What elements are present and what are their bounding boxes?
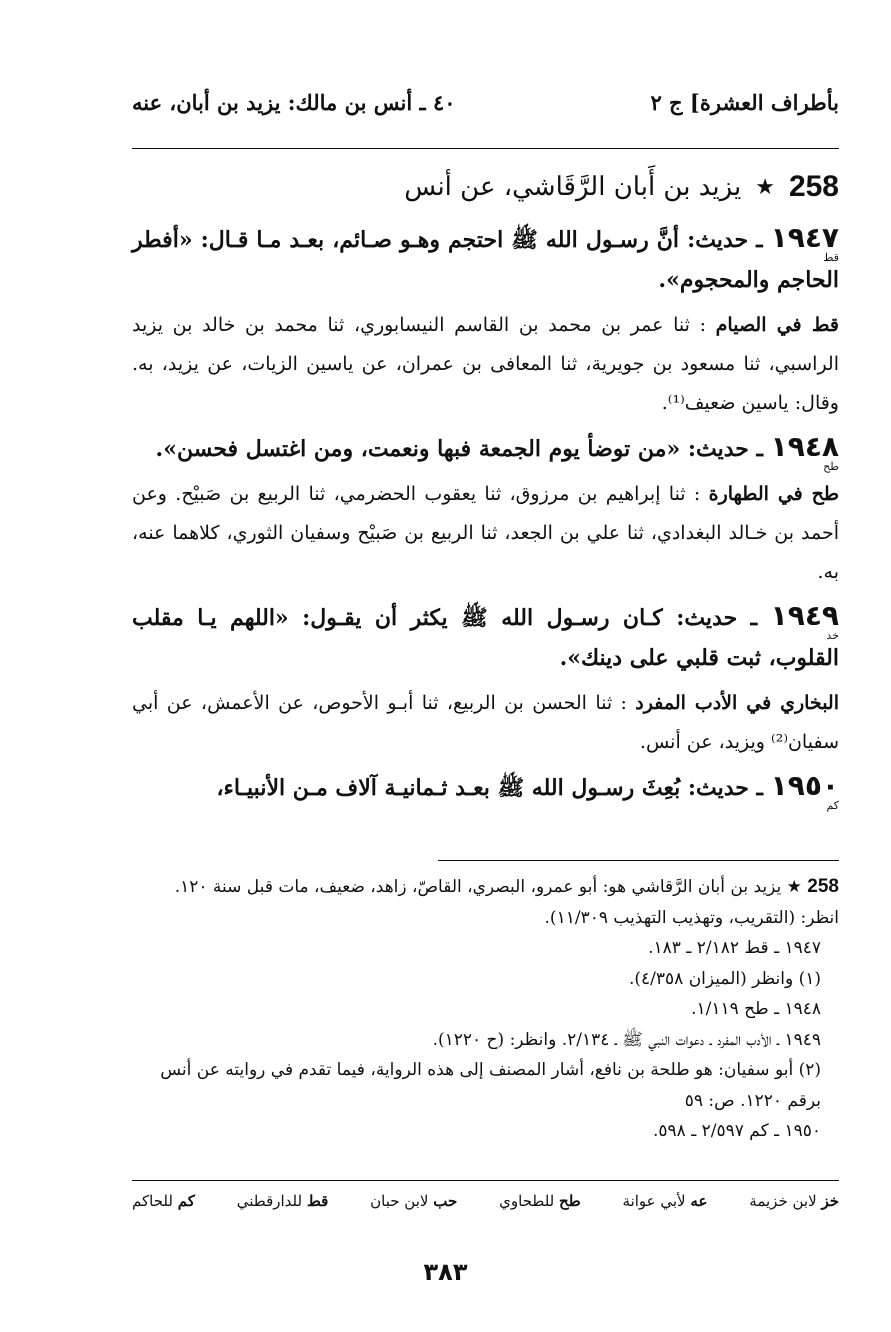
footnote-bio-text: يزيد بن أبان الرَّقاشي هو: أبو عمرو، البصري، القاصّ، زاهد، ضعيف، مات قبل سنة ١٢٠. انظر: (التقريب، وتهذيب التهذيب ١١/٣٠٩). [174,877,839,928]
isnad-source: طح في الطهارة [708,483,839,505]
hadith-isnad [132,684,839,762]
header-book-title: بأطراف العشرة] ج ٢ [650,89,839,115]
main-text [132,164,839,812]
footnote-ref: ١٩٥٠ ـ كم ٢/٥٩٧ ـ ٥٩٨. [652,1121,821,1141]
footnote-note: (٢) أبو سفيان: هو طلحة بن نافع، أشار المصنف إلى هذه الرواية، فيما تقدم في روايته عن أنس برقم ١٢٢٠. ص: ٥٩ [160,1060,821,1111]
hadith-block [132,596,839,762]
hadith-number: ١٩٥٠ [770,769,839,802]
page-number: ٣٨٣ [423,1258,468,1286]
hadith-isnad [132,306,839,423]
hadith-text [132,427,839,473]
abbreviation-item: حب لابن حبان [370,1192,458,1210]
hadith-block [132,427,839,592]
star-icon: ★ [786,877,802,897]
header-chapter: ٤٠ ـ أنس بن مالك: يزيد بن أبان، عنه [132,89,456,115]
hadith-matn: ـ حديث: «من توضأ يوم الجمعة فبها ونعمت، ومن اغتسل فحسن». [155,436,763,462]
hadith-text [132,766,839,812]
section-heading [132,164,839,210]
hadith-siglum: خد [826,629,839,642]
hadith-number: ١٩٤٩ [770,599,839,632]
hadith-text [132,596,839,678]
running-header [132,82,839,122]
hadith-number: ١٩٤٨ [770,430,839,463]
isnad-chain: : ثنا الحسن بن الربيع، ثنا أبـو الأحوص، عن الأعمش، عن أبي سفيان⁽²⁾ ويزيد، عن أنس. [132,692,839,753]
abbreviation-item: عه لأبي عوانة [622,1192,708,1210]
hadith-matn: ـ حديث: بُعِثَ رسـول الله ﷺ بعـد ثـمانيـة آلاف مـن الأنبيـاء، [216,775,763,801]
star-icon: ★ [755,174,775,200]
hadith-block [132,766,839,812]
footnotes [132,872,839,1147]
footnote-rule [438,860,839,861]
abbreviation-key [132,1192,839,1210]
footnote-biography [132,872,839,933]
isnad-chain: : ثنا عمر بن محمد بن القاسم النيسابوري، ثنا محمد بن خالد بن يزيد الراسبي، ثنا مسعود بن جويرية، ثنا المعافى بن عمران، عن ياسين الزيات، عن يزيد، به. وقال: ياسين ضعيف⁽¹⁾. [132,314,839,414]
hadith-matn: ـ حديث: كـان رسـول الله ﷺ يكثر أن يقـول: «اللهم يـا مقلب القلوب، ثبت قلبي على دينك». [132,605,839,671]
footnote-ref: ١٩٤٩ ـ الأدب المفرد ـ دعوات النبي ﷺ ـ ٢/١٣٤. وانظر: (ح ١٢٢٠). [432,1029,821,1050]
hadith-siglum: طح [823,460,839,473]
abbreviation-item: كم للحاكم [132,1192,195,1210]
footnote-section-number: 258 [807,876,839,897]
abbreviation-rule [132,1180,839,1181]
footnote-ref: ١٩٤٨ ـ طح ١/١١٩. [691,999,821,1019]
abbreviation-item: قط للدارقطني [236,1192,329,1210]
abbreviation-item: طح للطحاوي [499,1192,581,1210]
header-rule [132,148,839,149]
section-number: 258 [788,170,839,203]
hadith-siglum: قط [823,251,839,264]
isnad-source: قط في الصيام [715,314,839,336]
section-title: يزيد بن أَبان الرَّقَاشي، عن أنس [404,172,742,202]
isnad-chain: : ثنا إبراهيم بن مرزوق، ثنا يعقوب الحضرمي، ثنا الربيع بن صَبيْح. وعن أحمد بن خـالد البغدادي، ثنا علي بن الجعد، ثنا الربيع بن صَبيْح وسفيان الثوري، كلاهما عنه، به. [132,483,839,583]
hadith-isnad [132,475,839,592]
isnad-source: البخاري في الأدب المفرد [635,692,839,714]
hadith-matn: ـ حديث: أنَّ رسـول الله ﷺ احتجم وهـو صـائم، بعـد مـا قـال: «أفطر الحاجم والمحجوم». [132,227,839,293]
hadith-block [132,218,839,423]
hadith-siglum: كم [826,799,839,812]
footnote-note: (١) وانظر (الميزان ٤/٣٥٨). [628,968,821,989]
hadith-number: ١٩٤٧ [770,221,839,254]
footnote-ref: ١٩٤٧ ـ قط ٢/١٨٢ ـ ١٨٣. [648,938,821,958]
abbreviation-item: خز لابن خزيمة [749,1192,839,1210]
hadith-text [132,218,839,300]
